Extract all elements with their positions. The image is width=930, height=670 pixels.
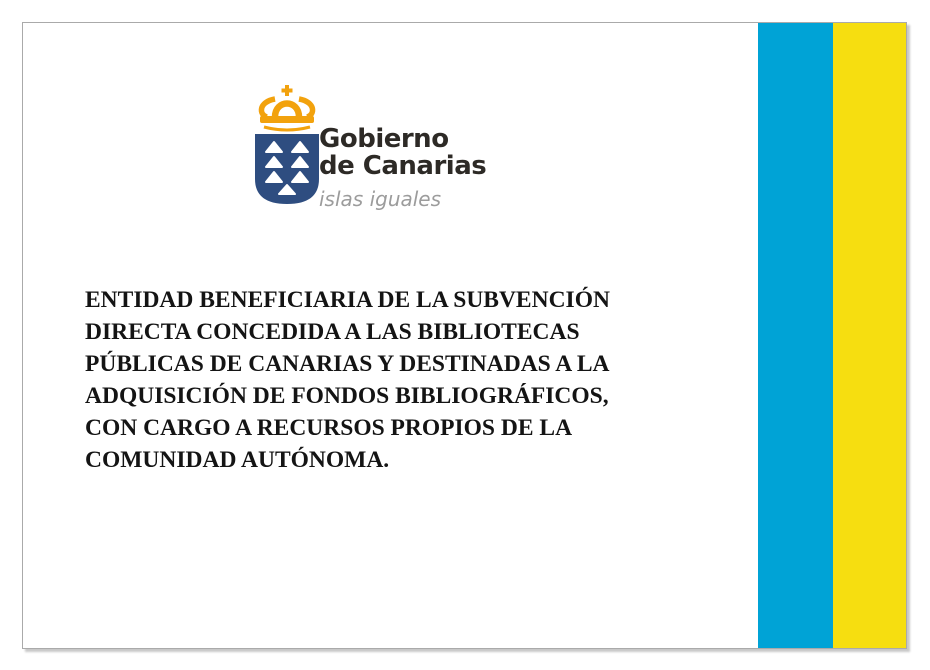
document-page bbox=[22, 22, 907, 649]
logo-title-line2: de Canarias bbox=[319, 151, 487, 181]
flag-stripe-blue bbox=[758, 23, 833, 648]
shield-icon bbox=[255, 134, 319, 204]
crown-icon bbox=[260, 85, 314, 130]
headline-text bbox=[85, 284, 705, 476]
gobierno-canarias-logo bbox=[319, 126, 486, 211]
canary-islands-coat-of-arms-icon bbox=[254, 85, 320, 205]
headline-line: ENTIDAD BENEFICIARIA DE LA SUBVENCIÓN bbox=[85, 287, 610, 313]
headline-line: PÚBLICAS DE CANARIAS Y DESTINADAS A LA bbox=[85, 351, 610, 377]
headline-line: ADQUISICIÓN DE FONDOS BIBLIOGRÁFICOS, bbox=[85, 383, 609, 409]
headline-line: CON CARGO A RECURSOS PROPIOS DE LA bbox=[85, 415, 573, 441]
logo-tagline: islas iguales bbox=[319, 187, 442, 211]
logo-title-line1: Gobierno bbox=[319, 124, 449, 154]
headline-line: DIRECTA CONCEDIDA A LAS BIBLIOTECAS bbox=[85, 319, 580, 345]
headline-line: COMUNIDAD AUTÓNOMA. bbox=[85, 447, 390, 473]
flag-stripe-yellow bbox=[833, 23, 906, 648]
